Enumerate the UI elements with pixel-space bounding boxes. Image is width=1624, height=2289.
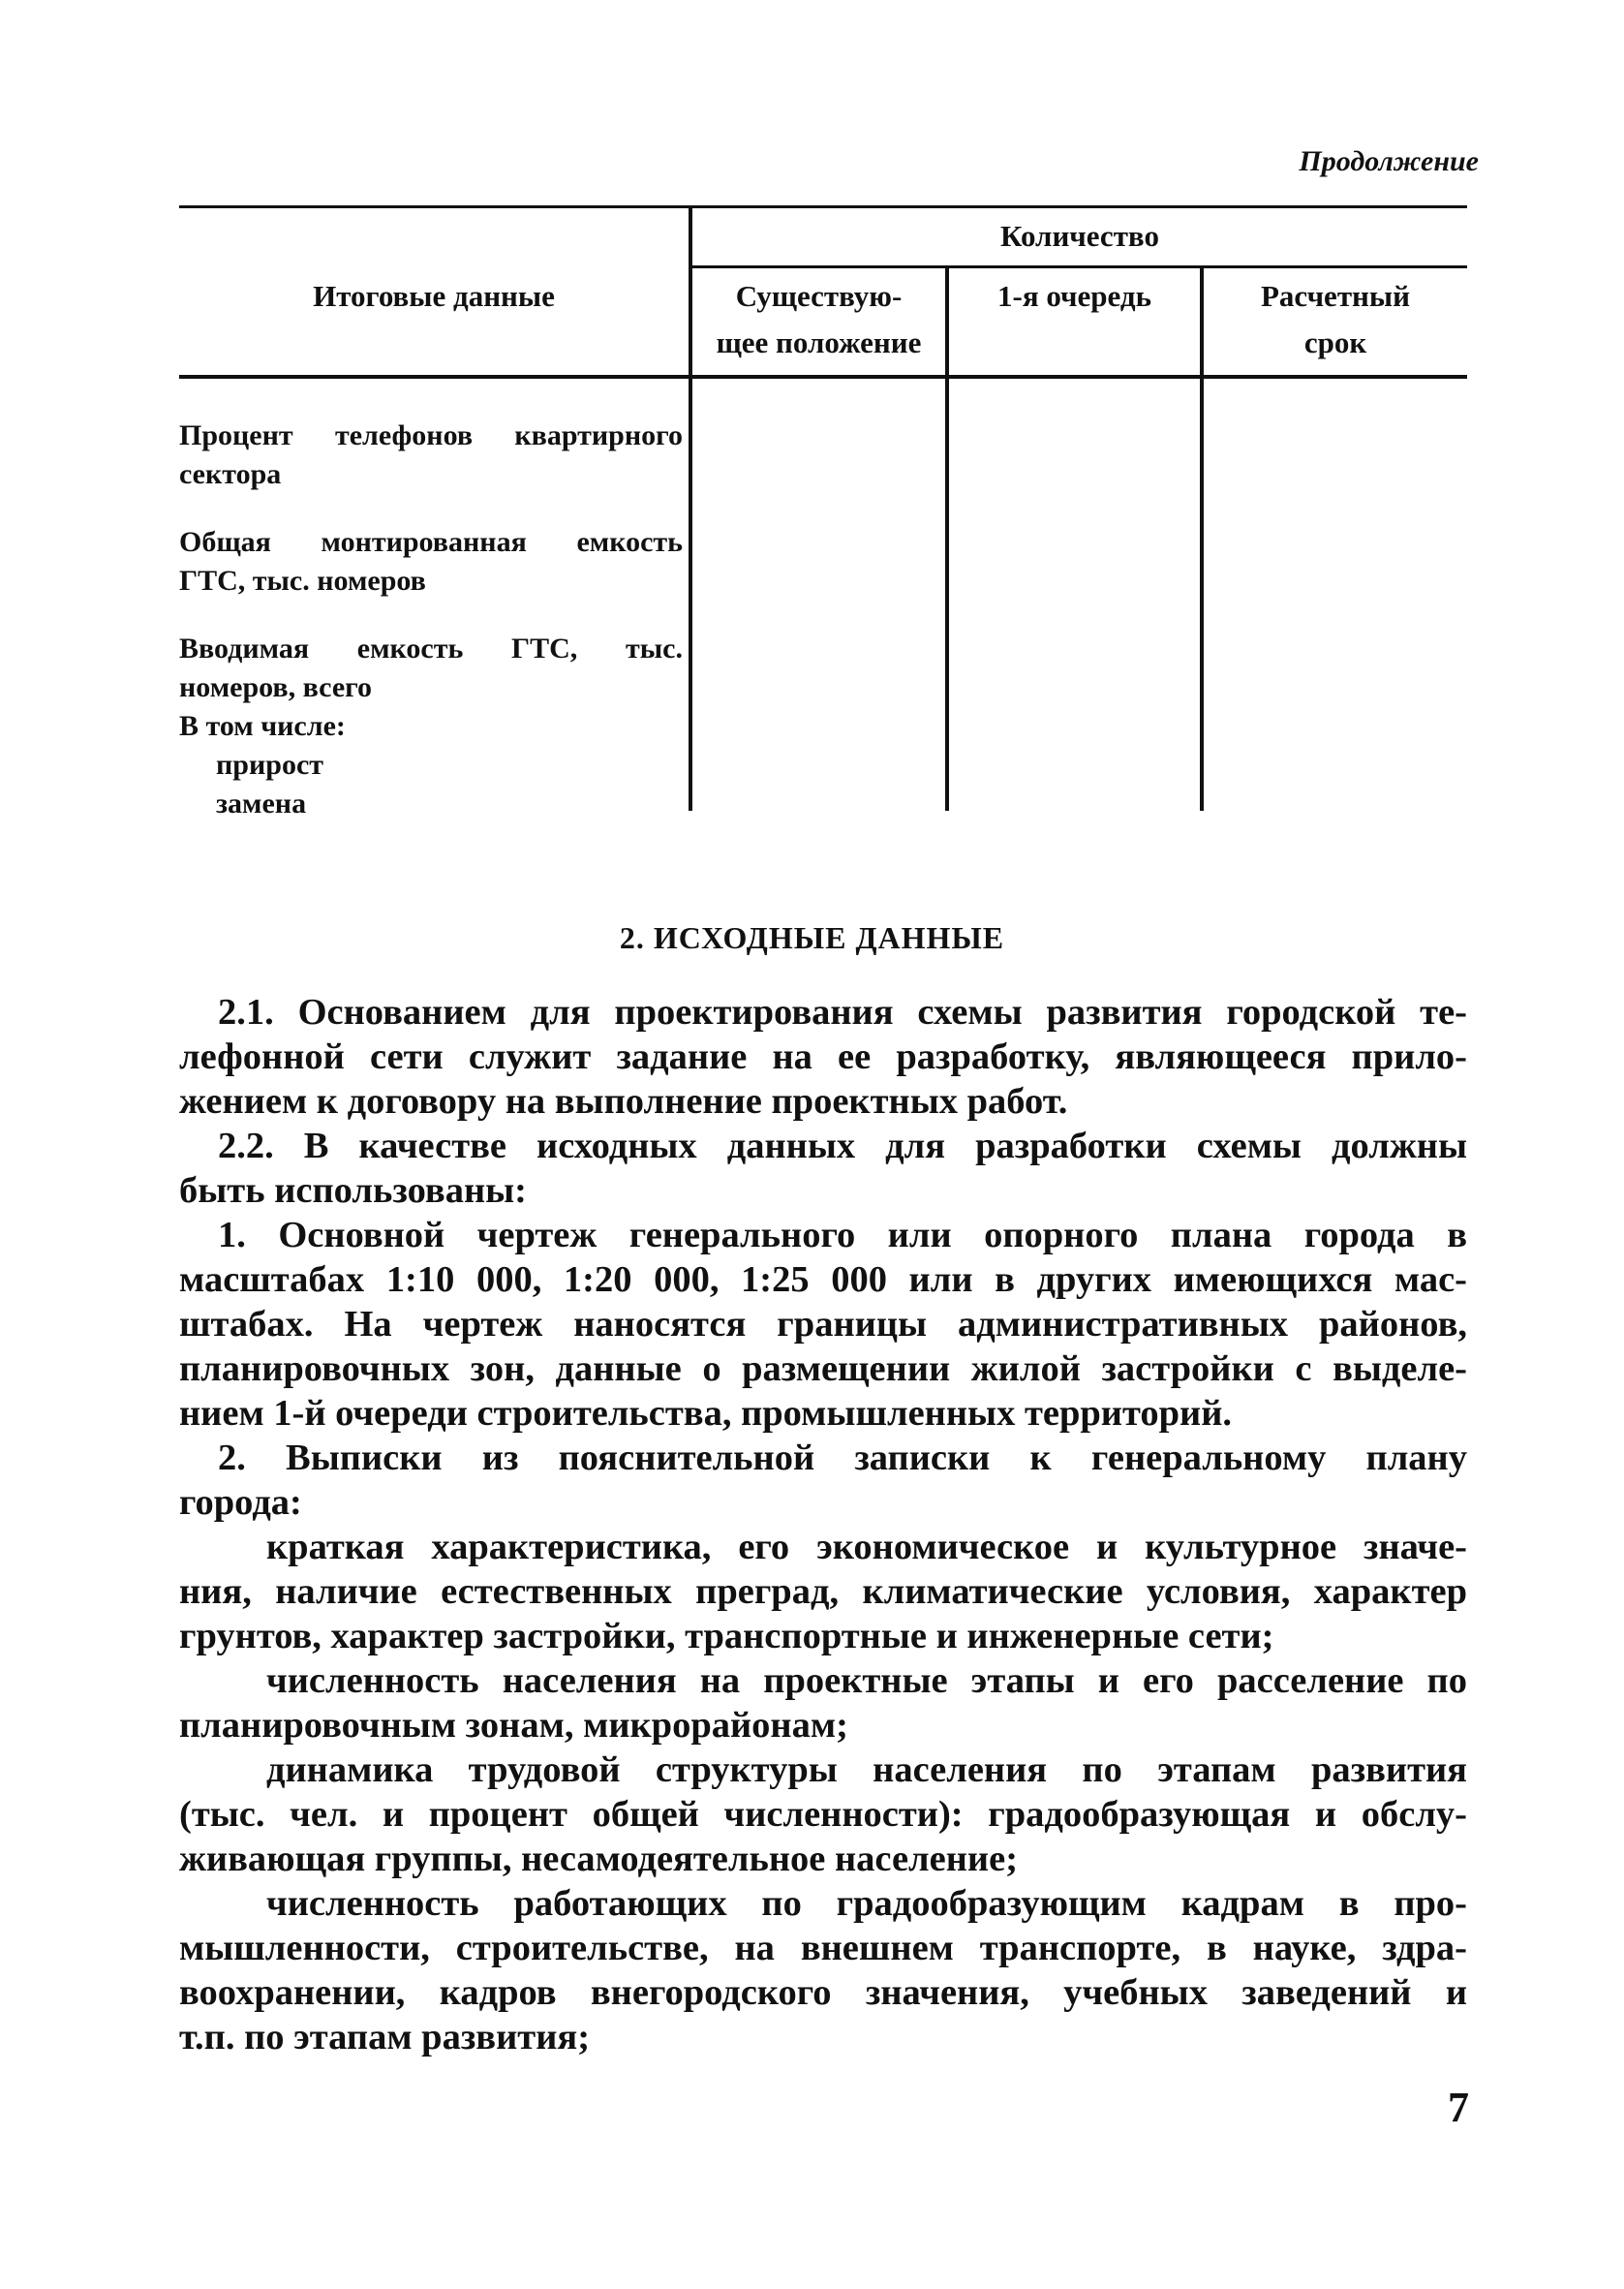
paragraph-line: численность работающих по градообразующим кадрам в про-: [266, 1883, 1467, 1924]
paragraph-line: живающая группы, несамодеятельное население;: [179, 1839, 1019, 1879]
table-top-rule: [179, 205, 1467, 208]
paragraph-line: воохранении, кадров внегородского значения, учебных заведений и: [179, 1972, 1467, 2013]
row-label-line: прирост: [216, 749, 323, 781]
continued-label: Продолжение: [1299, 145, 1479, 177]
paragraph-line: краткая характеристика, его экономическое и культурное значе-: [266, 1527, 1467, 1567]
row-label-line: Общая монтированная емкость: [179, 526, 683, 558]
row-label-line: ГТС, тыс. номеров: [179, 565, 426, 597]
header-summary-data: Итоговые данные: [313, 279, 555, 313]
row-label-line: Процент телефонов квартирного: [179, 419, 683, 451]
header-existing-line2: щее положение: [716, 325, 922, 359]
paragraph-line: ния, наличие естественных преград, климатические условия, характер: [179, 1571, 1467, 1612]
header-bottom-rule: [179, 375, 1467, 379]
group-header-rule: [690, 265, 1467, 268]
paragraph-line: быть использованы:: [179, 1170, 528, 1211]
table-row: [179, 630, 683, 823]
section-title: 2. ИСХОДНЫЕ ДАННЫЕ: [619, 920, 1005, 955]
body-text: [179, 990, 1467, 2059]
paragraph-line: штабах. На чертеж наносятся границы административных районов,: [179, 1304, 1467, 1345]
paragraph-line: нием 1-й очереди строительства, промышленных территорий.: [179, 1393, 1233, 1434]
paragraph-line: планировочным зонам, микрорайонам;: [179, 1705, 848, 1746]
paragraph-line: планировочных зон, данные о размещении жилой застройки с выделе-: [179, 1348, 1467, 1389]
paragraph-line: численность населения на проектные этапы и его расселение по: [266, 1660, 1467, 1701]
header-existing-line1: Существую-: [735, 279, 903, 313]
paragraph-line: 2. Выписки из пояснительной записки к генеральному плану: [218, 1438, 1467, 1478]
paragraph-line: лефонной сети служит задание на ее разработку, являющееся прило-: [179, 1036, 1467, 1077]
paragraph-line: динамика трудовой структуры населения по этапам развития: [266, 1749, 1467, 1790]
header-quantity: Количество: [1000, 219, 1159, 253]
summary-table: [179, 205, 1467, 825]
paragraph-line: масштабах 1:10 000, 1:20 000, 1:25 000 или в других имеющихся мас-: [179, 1259, 1467, 1300]
paragraph-line: 2.2. В качестве исходных данных для разработки схемы должны: [218, 1126, 1467, 1166]
table-row: [179, 523, 683, 601]
table-row: [179, 417, 683, 494]
column-divider: [945, 265, 949, 811]
paragraph-line: 2.1. Основанием для проектирования схемы развития городской те-: [218, 992, 1467, 1033]
row-label-line: В том числе:: [179, 710, 346, 742]
header-estimated-line2: срок: [1303, 325, 1367, 359]
paragraph-line: жением к договору на выполнение проектных работ.: [179, 1081, 1068, 1122]
row-label-line: Вводимая емкость ГТС, тыс.: [179, 633, 683, 665]
paragraph-line: города:: [179, 1482, 302, 1523]
row-label-line: замена: [216, 788, 307, 820]
paragraph-line: мышленности, строительстве, на внешнем транспорте, в науке, здра-: [179, 1928, 1467, 1968]
paragraph-line: (тыс. чел. и процент общей численности): градообразующая и обслу-: [179, 1794, 1467, 1835]
paragraph-line: грунтов, характер застройки, транспортные и инженерные сети;: [179, 1616, 1274, 1656]
paragraph-line: т.п. по этапам развития;: [179, 2017, 591, 2057]
row-label-line: сектора: [179, 458, 282, 490]
header-estimated-term: [1204, 273, 1467, 366]
row-label-line: номеров, всего: [179, 671, 373, 703]
page-number: 7: [1448, 2084, 1469, 2131]
header-first-stage: 1-я очередь: [997, 279, 1151, 313]
header-existing: [692, 273, 945, 366]
paragraph-line: 1. Основной чертеж генерального или опорного плана города в: [218, 1215, 1467, 1255]
header-estimated-line1: Расчетный: [1261, 279, 1410, 313]
